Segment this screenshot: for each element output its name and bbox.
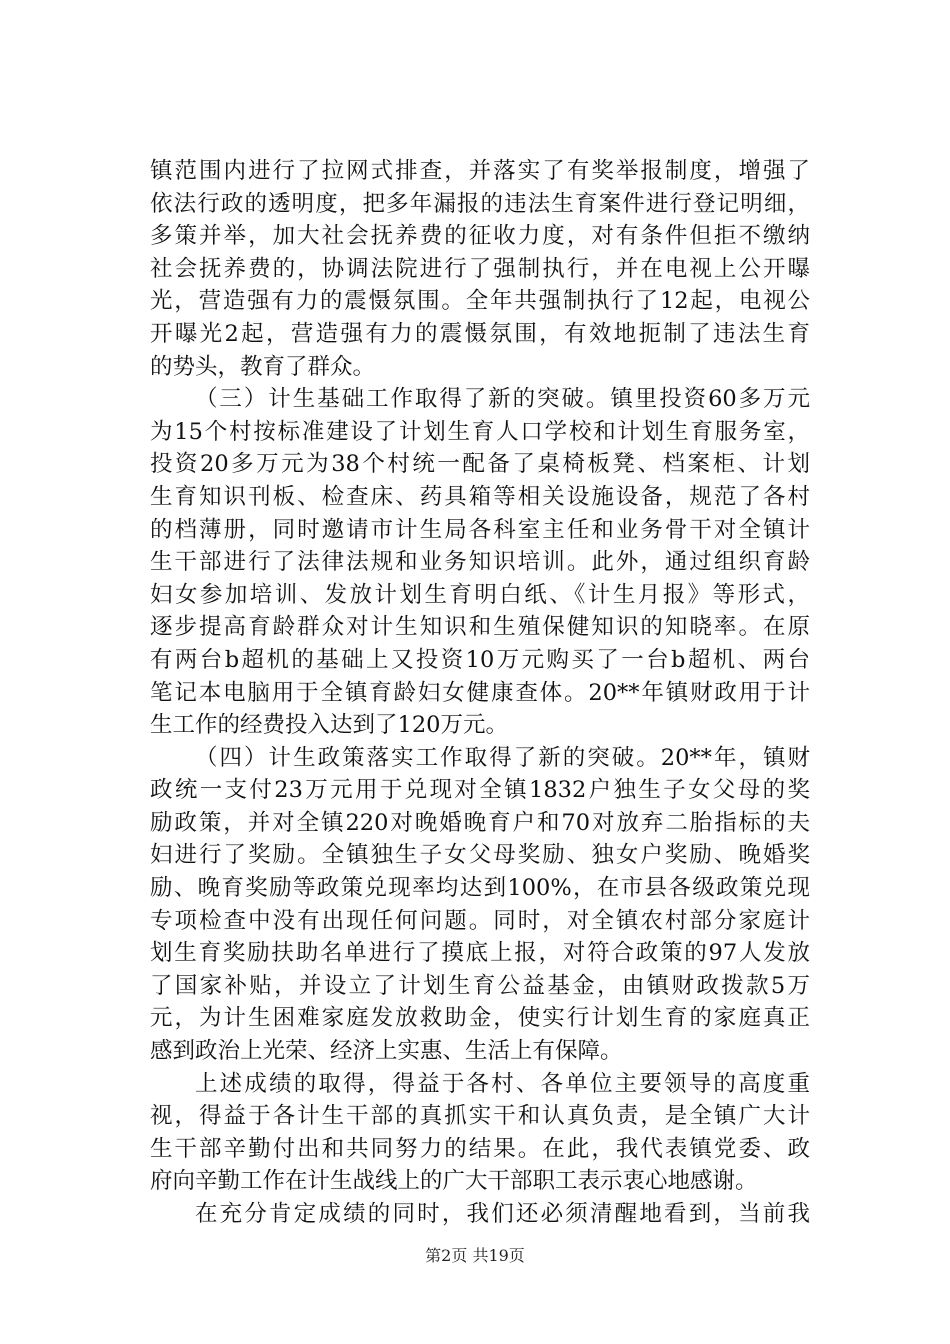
text-line: 划生育奖励扶助名单进行了摸底上报，对符合政策的97人发放 [150, 940, 810, 967]
text-line: 镇范围内进行了拉网式排查，并落实了有奖举报制度，增强了 [150, 158, 810, 184]
text-line: 笔记本电脑用于全镇育龄妇女健康查体。20**年镇财政用于计 [150, 679, 810, 706]
text-line: 的档薄册，同时邀请市计生局各科室主任和业务骨干对全镇计 [150, 516, 810, 543]
text-line: 专项检查中没有出现任何问题。同时，对全镇农村部分家庭计 [150, 907, 810, 934]
text-line: 投资20多万元为38个村统一配备了桌椅板凳、档案柜、计划 [150, 451, 810, 478]
text-line: 感到政治上光荣、经济上实惠、生活上有保障。 [150, 1038, 623, 1065]
text-line: 开曝光2起，营造强有力的震慑氛围，有效地扼制了违法生育 [150, 320, 810, 347]
text-line: 社会抚养费的，协调法院进行了强制执行，并在电视上公开曝 [150, 255, 810, 282]
text-line: 励、晚育奖励等政策兑现率均达到100%，在市县各级政策兑现 [150, 875, 810, 902]
text-line: 励政策，并对全镇220对晚婚晚育户和70对放弃二胎指标的夫 [150, 809, 810, 836]
text-line: 元，为计生困难家庭发放救助金，使实行计划生育的家庭真正 [150, 1005, 810, 1032]
text-line: 依法行政的透明度，把多年漏报的违法生育案件进行登记明细， [150, 190, 810, 217]
text-line: （三）计生基础工作取得了新的突破。镇里投资60多万元 [195, 386, 810, 413]
text-line: 妇进行了奖励。全镇独生子女父母奖励、独女户奖励、晚婚奖 [150, 842, 810, 869]
text-line: 生干部辛勤付出和共同努力的结果。在此，我代表镇党委、政 [150, 1135, 810, 1162]
text-line: （四）计生政策落实工作取得了新的突破。20**年，镇财 [195, 744, 810, 771]
text-line: 多策并举，加大社会抚养费的征收力度，对有条件但拒不缴纳 [150, 223, 810, 250]
text-line: 生干部进行了法律法规和业务知识培训。此外，通过组织育龄 [150, 549, 810, 576]
text-line: 在充分肯定成绩的同时，我们还必须清醒地看到，当前我 [195, 1201, 810, 1227]
text-line: 逐步提高育龄群众对计生知识和生殖保健知识的知晓率。在原 [150, 614, 810, 641]
text-line: 上述成绩的取得，得益于各村、各单位主要领导的高度重 [195, 1070, 810, 1097]
text-line: 视，得益于各计生干部的真抓实干和认真负责，是全镇广大计 [150, 1103, 810, 1130]
text-line: 有两台b超机的基础上又投资10万元购买了一台b超机、两台 [150, 646, 810, 673]
page-footer: 第2页 共19页 [425, 1246, 525, 1265]
text-line: 为15个村按标准建设了计划生育人口学校和计划生育服务室， [150, 418, 810, 445]
text-line: 的势头，教育了群众。 [150, 353, 376, 380]
text-line: 妇女参加培训、发放计划生育明白纸、《计生月报》等形式， [150, 581, 810, 608]
text-line: 府向辛勤工作在计生战线上的广大干部职工表示衷心地感谢。 [150, 1168, 758, 1195]
text-line: 了国家补贴，并设立了计划生育公益基金，由镇财政拨款5万 [150, 972, 810, 999]
document-body [150, 155, 810, 1231]
text-line: 生育知识刊板、检查床、药具箱等相关设施设备，规范了各村 [150, 483, 810, 510]
text-line: 光，营造强有力的震慑氛围。全年共强制执行了12起，电视公 [150, 288, 810, 315]
text-line: 政统一支付23万元用于兑现对全镇1832户独生子女父母的奖 [150, 777, 810, 804]
text-line: 生工作的经费投入达到了120万元。 [150, 712, 508, 739]
